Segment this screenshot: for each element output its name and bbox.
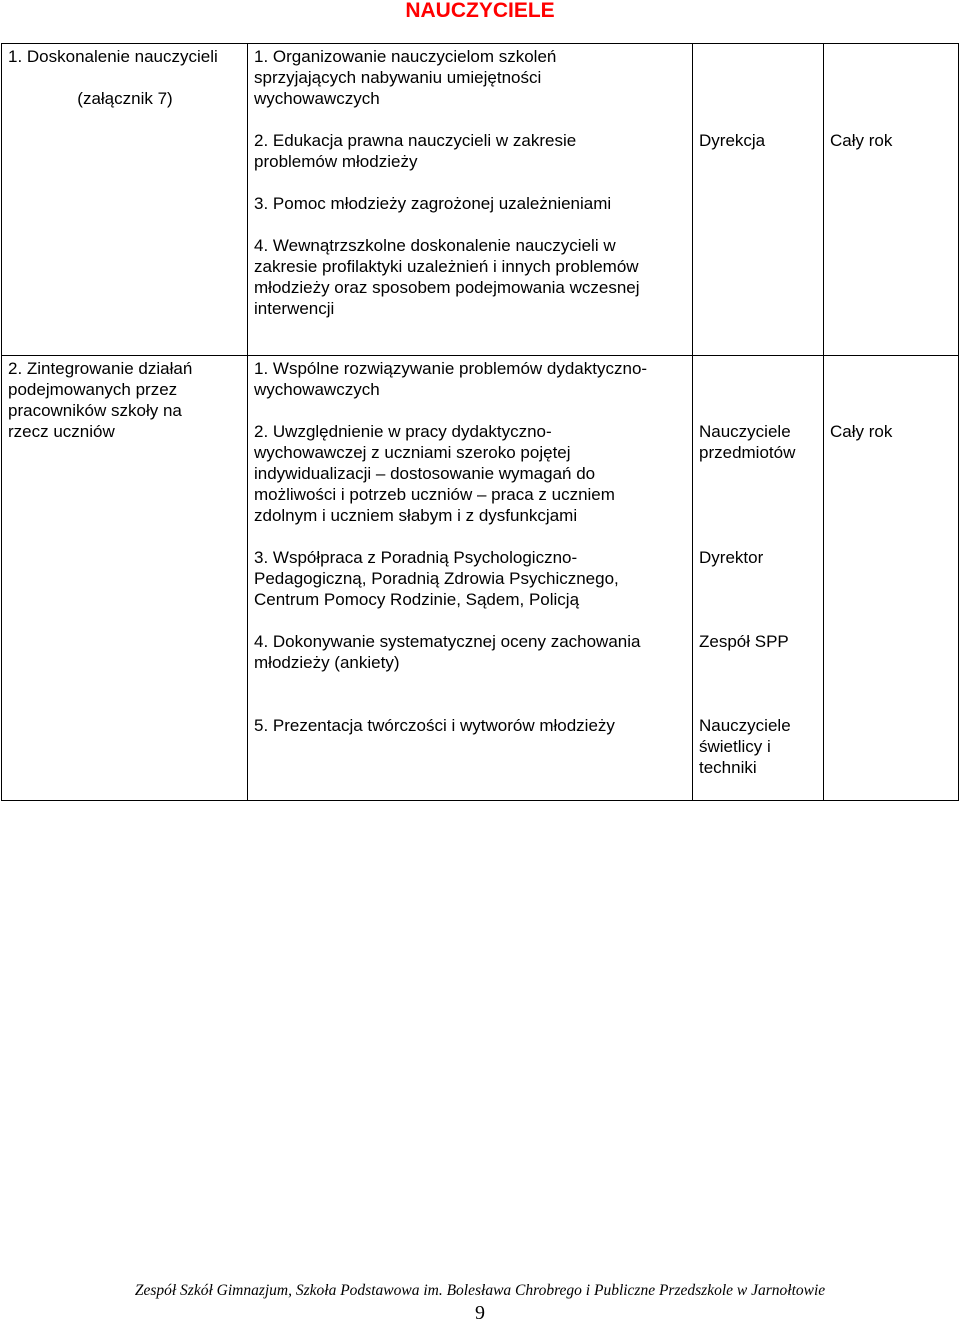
deadline-label: Cały rok	[830, 131, 893, 150]
task-item: 4. Wewnątrzszkolne doskonalenie nauczycieli w zakresie profilaktyki uzależnień i innych problemów młodzieży oraz sposobem podejmowania wczesnej interwencji	[254, 236, 640, 318]
responsible-label: Nauczyciele przedmiotów	[699, 422, 796, 462]
tasks-cell	[248, 44, 693, 356]
table-row	[2, 356, 959, 801]
task-item: 1. Wspólne rozwiązywanie problemów dydaktyczno- wychowawczych	[254, 359, 648, 399]
area-cell	[2, 356, 248, 801]
responsible-label: Nauczyciele świetlicy i techniki	[699, 716, 791, 777]
task-item: 1. Organizowanie nauczycielom szkoleń sprzyjających nabywaniu umiejętności wychowawczych	[254, 47, 557, 108]
task-item: 2. Uwzględnienie w pracy dydaktyczno- wychowawczej z uczniami szeroko pojętej indywidualizacji – dostosowanie wymagań do możliwości i potrzeb uczniów – praca z uczniem zdolnym i uczniem słabym i z dysfunkcjami	[254, 422, 615, 525]
responsible-cell	[693, 356, 824, 801]
page-title: NAUCZYCIELE	[405, 0, 555, 22]
task-item: 2. Edukacja prawna nauczycieli w zakresie problemów młodzieży	[254, 131, 577, 171]
page-number: 9	[475, 1302, 485, 1324]
task-item: 3. Pomoc młodzieży zagrożonej uzależnieniami	[254, 194, 612, 213]
task-item: 5. Prezentacja twórczości i wytworów młodzieży	[254, 716, 615, 735]
tasks-cell	[248, 356, 693, 801]
responsible-label: Dyrektor	[699, 548, 764, 567]
task-item: 4. Dokonywanie systematycznej oceny zachowania młodzieży (ankiety)	[254, 632, 641, 672]
task-item: 3. Współpraca z Poradnią Psychologiczno- Pedagogiczną, Poradnią Zdrowia Psychicznego, Centrum Pomocy Rodzinie, Sądem, Policją	[254, 548, 619, 609]
area-cell	[2, 44, 248, 356]
responsible-label: Dyrekcja	[699, 131, 766, 150]
responsible-cell	[693, 44, 824, 356]
responsible-label: Zespół SPP	[699, 632, 789, 651]
table-row	[2, 44, 959, 356]
plan-table	[1, 43, 959, 801]
deadline-label: Cały rok	[830, 422, 893, 441]
area-title: 2. Zintegrowanie działań podejmowanych przez pracowników szkoły na rzecz uczniów	[8, 359, 193, 441]
deadline-cell	[824, 356, 959, 801]
footer-school-name: Zespół Szkół Gimnazjum, Szkoła Podstawowa im. Bolesława Chrobrego i Publiczne Przedszkole w Jarnołtowie	[134, 1282, 826, 1299]
area-title: 1. Doskonalenie nauczycieli	[8, 47, 218, 66]
area-attachment: (załącznik 7)	[77, 89, 173, 108]
deadline-cell	[824, 44, 959, 356]
